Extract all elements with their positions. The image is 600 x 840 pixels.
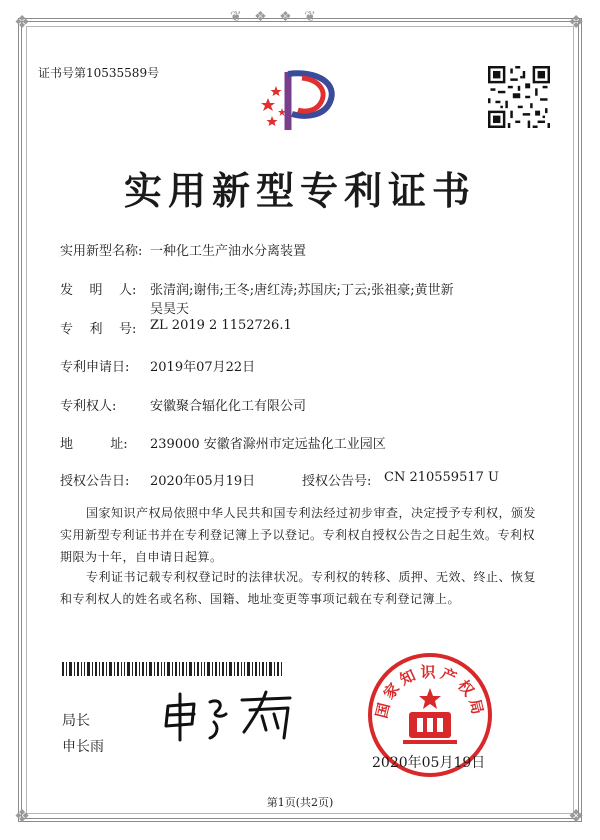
qr-code-icon (488, 66, 550, 128)
grant-number-label: 授权公告号: (302, 474, 372, 489)
seal-text: 国家知识产权局 (372, 663, 488, 720)
director-signature (158, 688, 308, 744)
certificate-title: 实用新型专利证书 (123, 169, 476, 213)
patent-number-label: 专 利 号: (60, 322, 137, 337)
inventors-value-line1: 张清润;谢伟;王冬;唐红涛;苏国庆;丁云;张祖豪;黄世新 (150, 283, 454, 298)
utility-model-name-label: 实用新型名称: (60, 244, 143, 259)
utility-model-name-value: 一种化工生产油水分离装置 (150, 244, 307, 259)
filing-date-value: 2019年07月22日 (150, 360, 256, 375)
grant-date-label: 授权公告日: (60, 474, 130, 489)
grant-date-value: 2020年05月19日 (150, 474, 256, 489)
grant-statement-paragraph: 国家知识产权局依照中华人民共和国专利法经过初步审查，决定授予专利权，颁发实用新型专利证书并在专利登记簿上予以登记。专利权自授权公告之日起生效。专利权期限为十年，自申请日起算。 (60, 506, 537, 564)
legal-status-paragraph: 专利证书记载专利权登记时的法律状况。专利权的转移、质押、无效、终止、恢复和专利权人的姓名或名称、国籍、地址变更等事项记载在专利登记簿上。 (60, 570, 537, 606)
page-indicator: 第1页(共2页) (266, 796, 334, 809)
grant-number-value: CN 210559517 U (384, 470, 499, 485)
corner-ornament-top-right: ❖ (568, 12, 585, 33)
director-name: 申长雨 (62, 739, 104, 755)
filing-date-label: 专利申请日: (60, 360, 130, 375)
address-value: 239000 安徽省滁州市定远盐化工业园区 (150, 437, 386, 452)
patent-number-value: ZL 2019 2 1152726.1 (150, 318, 292, 333)
barcode-icon (62, 662, 282, 676)
cnipa-logo-icon (258, 64, 346, 138)
patentee-label: 专利权人: (60, 399, 117, 414)
corner-ornament-top-left: ❖ (14, 12, 31, 33)
address-label: 地 址: (60, 437, 128, 452)
seal-date: 2020年05月19日 (372, 755, 486, 771)
inventors-value-line2: 吴昊天 (150, 302, 190, 317)
corner-ornament-bottom-right: ❖ (568, 806, 585, 827)
corner-ornament-bottom-left: ❖ (14, 806, 31, 827)
top-ornament: ❦ ❖ ❖ ❦ (230, 9, 320, 25)
patentee-value: 安徽聚合辐化化工有限公司 (150, 399, 307, 414)
certificate-number: 证书号第10535589号 (38, 66, 160, 80)
director-title: 局长 (62, 713, 90, 729)
inventor-label: 发 明 人: (60, 283, 137, 298)
